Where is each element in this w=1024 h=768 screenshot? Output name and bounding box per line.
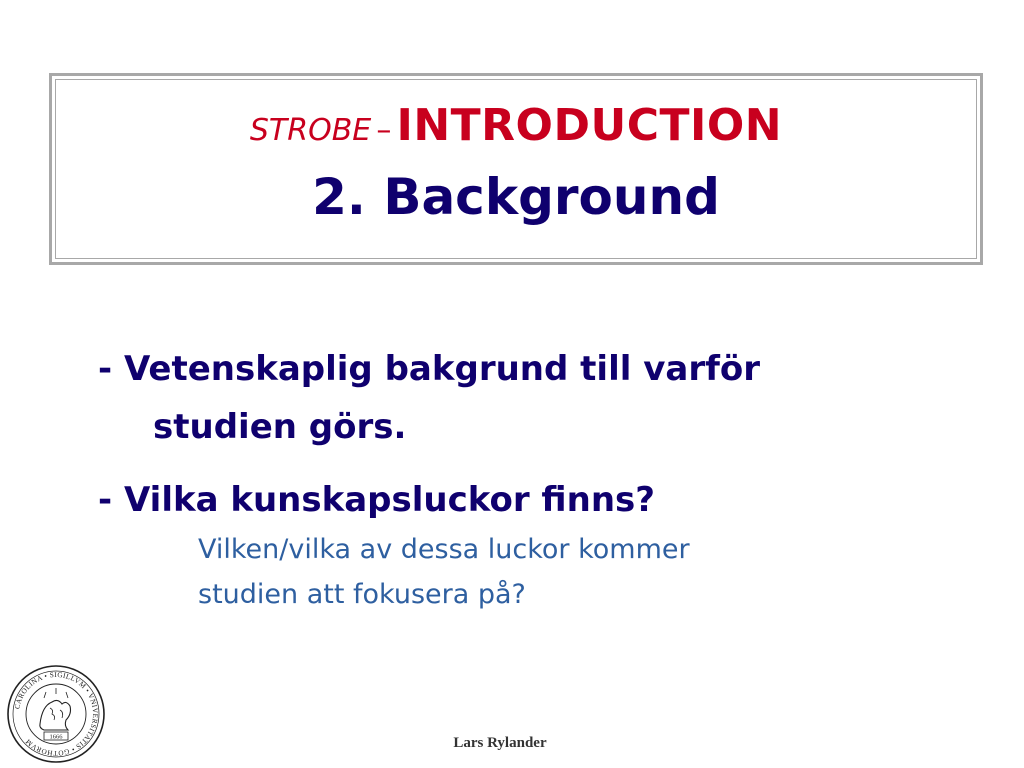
university-seal-icon — [6, 664, 106, 764]
title-frame — [49, 73, 983, 265]
title-dash: – — [376, 113, 392, 148]
bullet-2-sub-line-1: Vilken/vilka av dessa luckor kommer — [198, 534, 690, 565]
bullet-2-sub-line-2: studien att fokusera på? — [198, 579, 526, 610]
footer-author: Lars Rylander — [453, 735, 547, 751]
slide-subtitle: 2. Background — [312, 168, 720, 226]
title-strobe: STROBE — [249, 113, 372, 148]
bullet-1-line-2: studien görs. — [153, 407, 407, 447]
seal-ring-text: CAROLINA • SIGILLVM • VNIVERSITATIS • GOTHORVM — [13, 670, 100, 758]
title-section: INTRODUCTION — [396, 100, 783, 151]
bullet-2-line-1: - Vilka kunskapsluckor finns? — [98, 480, 655, 520]
bullet-1-line-1: - Vetenskaplig bakgrund till varför — [98, 349, 761, 389]
seal-year: 1666 — [49, 733, 63, 741]
title-line — [52, 100, 980, 151]
